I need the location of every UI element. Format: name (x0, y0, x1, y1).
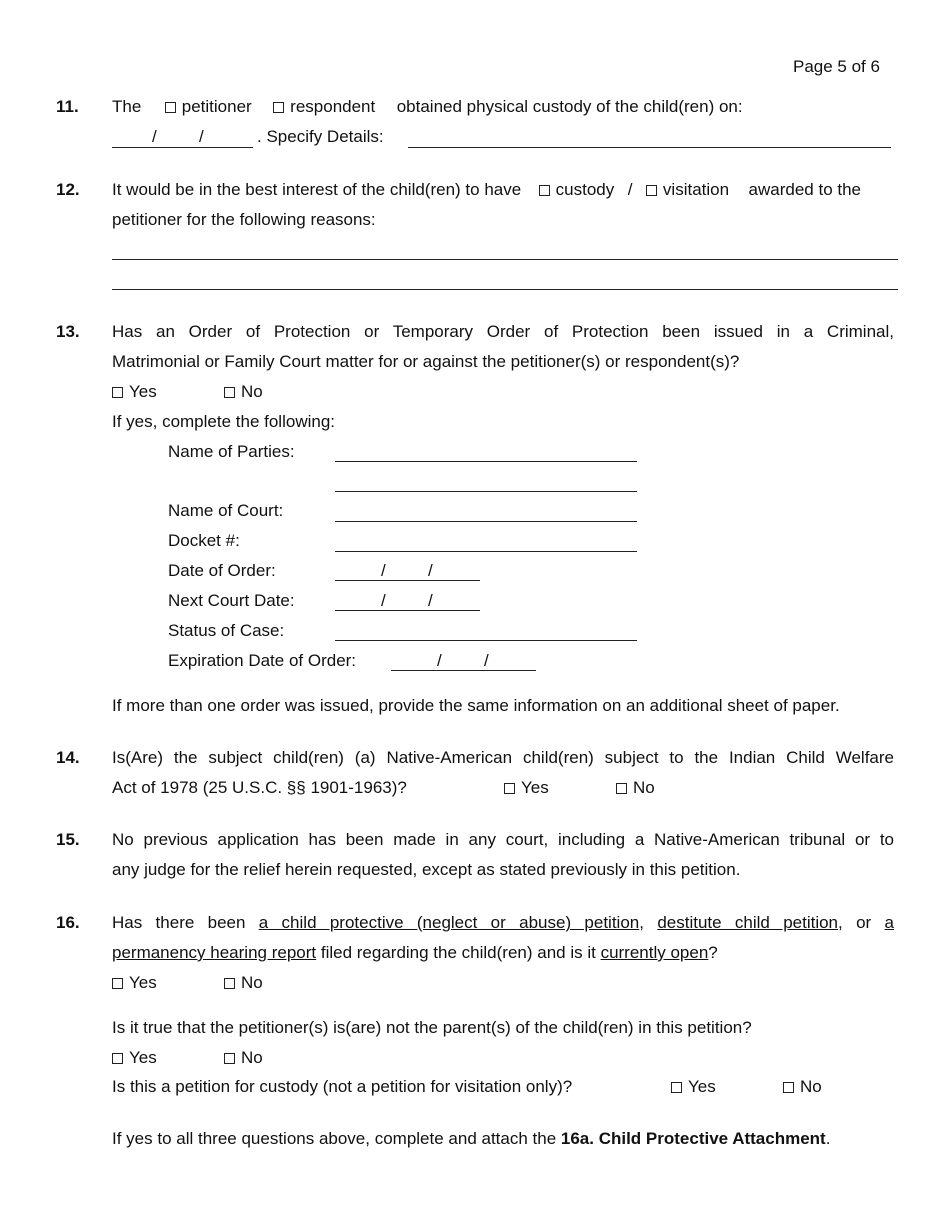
q16-text: , or (838, 913, 872, 932)
q16-text: filed regarding the child(ren) and is it (316, 943, 601, 962)
date-slash: / (428, 591, 433, 610)
q16-2-no-label: No (241, 1048, 263, 1067)
custody-label: custody (555, 180, 615, 199)
q16-3-no-checkbox[interactable] (783, 1082, 794, 1093)
q15-line2: any judge for the relief herein requested, except as stated previously in this petition. (112, 860, 741, 879)
q11-number: 11. (56, 97, 79, 116)
q16-text: , (639, 913, 644, 932)
visitation-checkbox[interactable] (646, 185, 657, 196)
q14-yes-option[interactable] (504, 778, 549, 798)
date-slash: / (381, 591, 386, 610)
q14-line1: Is(Are) the subject child(ren) (a) Native-American child(ren) subject to the Indian Child Welfare (112, 748, 894, 767)
q16-underlined-term: a child protective (neglect or abuse) petition (258, 913, 640, 932)
q12-line1 (112, 180, 861, 200)
q13-yes-option[interactable] (112, 382, 157, 402)
custody-checkbox[interactable] (539, 185, 550, 196)
next-court-date-field[interactable] (335, 610, 480, 611)
next-court-date-label: Next Court Date: (168, 591, 295, 610)
q16-3-yes-checkbox[interactable] (671, 1082, 682, 1093)
q14-no-checkbox[interactable] (616, 783, 627, 794)
reasons-field-1[interactable] (112, 259, 898, 260)
q14-number: 14. (56, 748, 80, 767)
q13-yes-checkbox[interactable] (112, 387, 123, 398)
q16-3-yes-option[interactable] (671, 1077, 716, 1097)
name-of-parties-field-2[interactable] (335, 491, 637, 492)
q12-number: 12. (56, 180, 80, 199)
q11-lead: The (112, 97, 142, 116)
q14-no-label: No (633, 778, 655, 797)
q16-2-no-option[interactable] (224, 1048, 263, 1068)
q16-no-option[interactable] (224, 973, 263, 993)
q11-petitioner-option[interactable] (165, 97, 252, 116)
name-of-court-label: Name of Court: (168, 501, 284, 520)
specify-details-field[interactable] (408, 147, 891, 148)
additional-sheet-note: If more than one order was issued, provide the same information on an additional sheet of paper. (112, 696, 840, 715)
q16-yes-label: Yes (129, 973, 157, 992)
date-of-order-label: Date of Order: (168, 561, 276, 580)
q16-2-no-checkbox[interactable] (224, 1053, 235, 1064)
name-of-parties-label: Name of Parties: (168, 442, 295, 461)
expiration-date-label: Expiration Date of Order: (168, 651, 357, 670)
attachment-instruction (112, 1129, 830, 1149)
q16-number: 16. (56, 913, 80, 932)
visitation-label: visitation (662, 180, 730, 199)
q12-line2: petitioner for the following reasons: (112, 210, 376, 229)
q16-question-3: Is this a petition for custody (not a petition for visitation only)? (112, 1077, 573, 1096)
q12-line1-end: awarded to the (748, 180, 861, 199)
q16-3-no-option[interactable] (783, 1077, 822, 1097)
respondent-label: respondent (290, 97, 376, 116)
name-of-court-field[interactable] (335, 521, 637, 522)
q16-underlined-term: a (884, 913, 894, 932)
petitioner-label: petitioner (181, 97, 252, 116)
q13-no-checkbox[interactable] (224, 387, 235, 398)
page-number: Page 5 of 6 (793, 57, 880, 76)
respondent-checkbox[interactable] (273, 102, 284, 113)
petitioner-checkbox[interactable] (165, 102, 176, 113)
custody-option[interactable] (539, 180, 615, 199)
q16-3-yes-label: Yes (688, 1077, 716, 1096)
q12-line1-text: It would be in the best interest of the child(ren) to have (112, 180, 522, 199)
name-of-parties-field-1[interactable] (335, 461, 637, 462)
date-slash: / (484, 651, 489, 670)
reasons-field-2[interactable] (112, 289, 898, 290)
custody-date-field[interactable] (112, 147, 253, 148)
q16-underlined-term: destitute child petition (657, 913, 839, 932)
expiration-date-field[interactable] (391, 670, 536, 671)
q16-no-label: No (241, 973, 263, 992)
q16-underlined-term: permanency hearing report (112, 943, 317, 962)
attachment-text: . (825, 1129, 831, 1148)
q16-question-2: Is it true that the petitioner(s) is(are) not the parent(s) of the child(ren) in this petition? (112, 1018, 752, 1037)
q16-2-yes-label: Yes (129, 1048, 157, 1067)
q16-line2 (112, 943, 718, 963)
date-slash: / (437, 651, 442, 670)
specify-details-label: . Specify Details: (257, 127, 384, 146)
q16-text: Has there been (112, 913, 246, 932)
attachment-text: If yes to all three questions above, complete and attach the (112, 1129, 561, 1148)
visitation-option[interactable] (646, 180, 729, 199)
status-of-case-label: Status of Case: (168, 621, 285, 640)
q13-if-yes: If yes, complete the following: (112, 412, 336, 431)
docket-label: Docket #: (168, 531, 240, 550)
q11-text (112, 97, 743, 117)
date-slash: / (428, 561, 433, 580)
q14-yes-label: Yes (521, 778, 549, 797)
q15-number: 15. (56, 830, 80, 849)
attachment-name: 16a. Child Protective Attachment (560, 1129, 826, 1148)
q13-line1: Has an Order of Protection or Temporary Order of Protection been issued in a Criminal, (112, 322, 894, 341)
q16-underlined-term: currently open (600, 943, 709, 962)
option-separator: / (627, 180, 633, 199)
status-of-case-field[interactable] (335, 640, 637, 641)
q16-line1 (112, 913, 894, 933)
q16-3-no-label: No (800, 1077, 822, 1096)
q13-number: 13. (56, 322, 80, 341)
date-slash: / (381, 561, 386, 580)
q16-no-checkbox[interactable] (224, 978, 235, 989)
q13-yes-label: Yes (129, 382, 157, 401)
q13-no-option[interactable] (224, 382, 263, 402)
q16-2-yes-checkbox[interactable] (112, 1053, 123, 1064)
date-of-order-field[interactable] (335, 580, 480, 581)
q14-no-option[interactable] (616, 778, 655, 798)
q16-yes-checkbox[interactable] (112, 978, 123, 989)
docket-field[interactable] (335, 551, 637, 552)
q16-yes-option[interactable] (112, 973, 157, 993)
q14-line2: Act of 1978 (25 U.S.C. §§ 1901-1963)? (112, 778, 407, 797)
q16-2-yes-option[interactable] (112, 1048, 157, 1068)
q11-tail: obtained physical custody of the child(ren) on: (396, 97, 743, 116)
date-slash: / (152, 127, 157, 146)
q14-yes-checkbox[interactable] (504, 783, 515, 794)
q15-line1: No previous application has been made in any court, including a Native-American tribunal or to (112, 830, 894, 849)
q11-respondent-option[interactable] (273, 97, 375, 116)
date-slash: / (199, 127, 204, 146)
q13-line2: Matrimonial or Family Court matter for or against the petitioner(s) or respondent(s)? (112, 352, 740, 371)
q13-no-label: No (241, 382, 263, 401)
q16-text: ? (708, 943, 718, 962)
